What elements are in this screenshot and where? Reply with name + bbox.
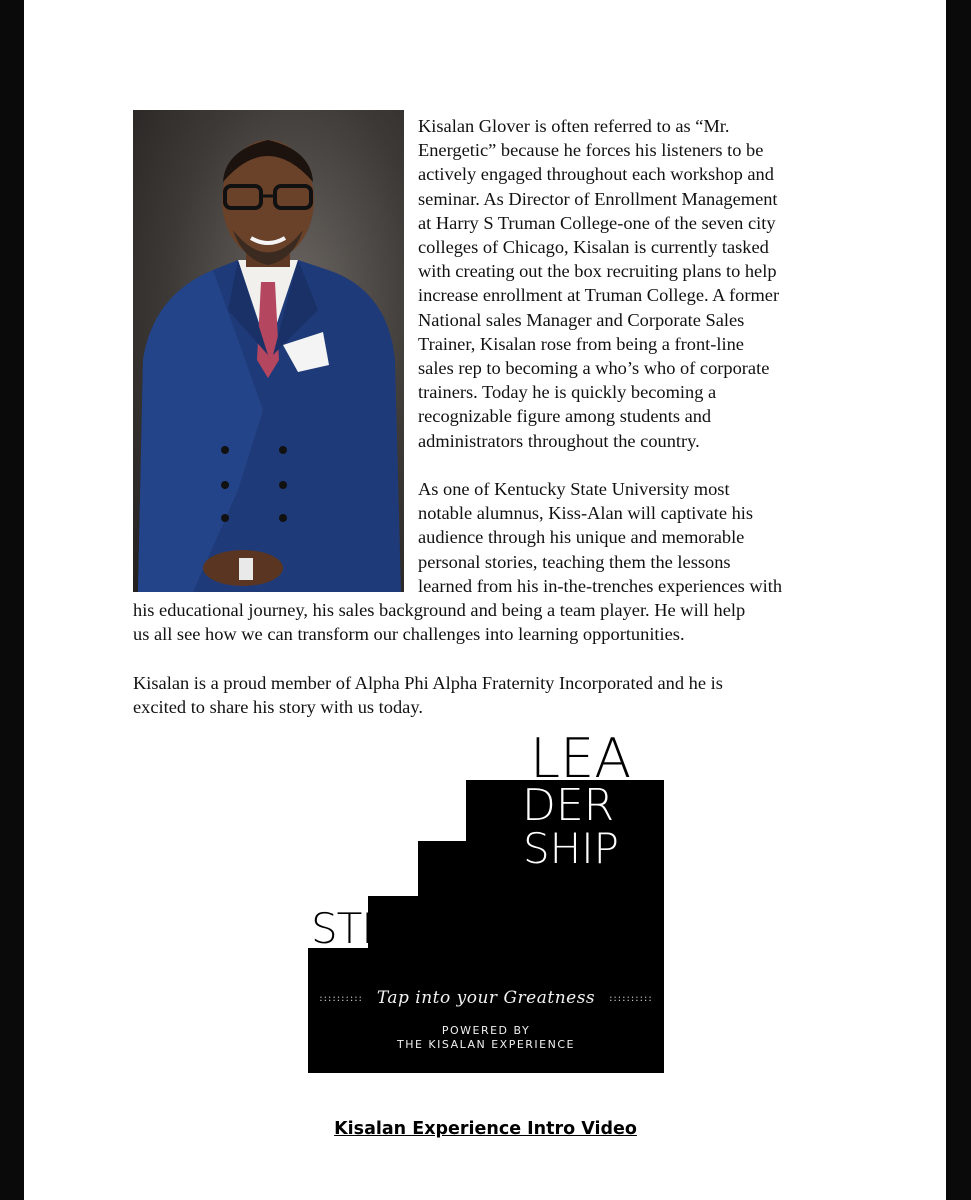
text-line: with creating out the box recruiting plans to help — [418, 261, 777, 282]
text-line: sales rep to becoming a who’s who of corporate — [418, 358, 770, 379]
bio-paragraph-3 — [133, 671, 723, 719]
step-up-to-leadership-logo — [308, 727, 664, 1073]
text-line: learned from his in-the-trenches experiences with — [418, 575, 783, 596]
text-line: recognizable figure among students and — [418, 406, 712, 427]
text-line: administrators throughout the country. — [418, 430, 700, 451]
text-line: trainers. Today he is quickly becoming a — [418, 382, 717, 403]
text-line: actively engaged throughout each workshop and — [418, 164, 774, 185]
text-line: colleges of Chicago, Kisalan is currently tasked — [418, 237, 769, 258]
tagline-dots-left: :::::::::: — [319, 993, 363, 1004]
logo-tagline — [308, 988, 664, 1008]
text-line: National sales Manager and Corporate Sales — [418, 309, 745, 330]
text-line: seminar. As Director of Enrollment Management — [418, 188, 778, 209]
text-line: at Harry S Truman College-one of the seven city — [418, 212, 776, 233]
speaker-portrait — [133, 110, 404, 592]
bio-paragraph-2-wrapped — [418, 477, 782, 598]
bio-paragraph-1 — [418, 114, 779, 453]
powered-by-line-1: POWERED BY — [441, 1024, 531, 1037]
text-line: Trainer, Kisalan rose from being a front-line — [418, 333, 744, 354]
text-line: personal stories, teaching them the lessons — [418, 551, 731, 572]
logo-word-up: UP — [416, 861, 468, 907]
logo-word-lea: LEA — [530, 727, 632, 790]
logo-word-ship: SHIP — [523, 824, 619, 873]
logo-word-step: STEP — [311, 904, 412, 953]
text-line: audience through his unique and memorable — [418, 527, 745, 548]
text-line: notable alumnus, Kiss-Alan will captivate his — [418, 503, 754, 524]
text-line: Energetic” because he forces his listeners to be — [418, 140, 764, 161]
logo-word-der: DER — [522, 780, 615, 831]
text-line: his educational journey, his sales background and being a team player. He will help — [133, 600, 746, 620]
text-line: us all see how we can transform our challenges into learning opportunities. — [133, 624, 685, 645]
text-line: Kisalan is a proud member of Alpha Phi Alpha Fraternity Incorporated and he is — [133, 673, 723, 693]
bio-paragraph-2-full — [133, 598, 745, 646]
text-line: excited to share his story with us today. — [133, 697, 423, 718]
text-line: Kisalan Glover is often referred to as “Mr. — [418, 116, 730, 136]
text-line: As one of Kentucky State University most — [418, 479, 730, 499]
tagline-dots-right: :::::::::: — [609, 993, 653, 1004]
tagline-text: Tap into your Greatness — [376, 988, 596, 1008]
text-line: increase enrollment at Truman College. A former — [418, 285, 780, 306]
intro-video-link[interactable]: Kisalan Experience Intro Video — [334, 1119, 637, 1139]
logo-word-to: TO — [465, 792, 511, 850]
powered-by-line-2: THE KISALAN EXPERIENCE — [396, 1038, 575, 1051]
